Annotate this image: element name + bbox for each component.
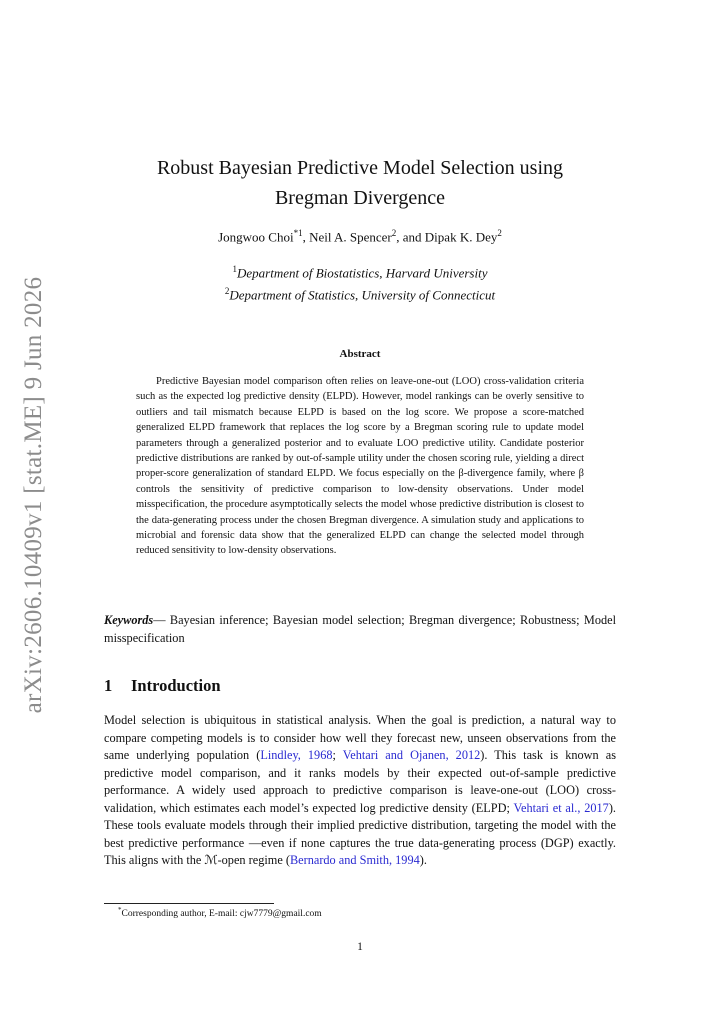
intro-text: ; [332,748,343,762]
author-separator: , [302,229,310,245]
section-heading [104,676,221,696]
affiliation-text: Department of Biostatistics, Harvard University [237,265,488,281]
affiliation-text: Department of Statistics, University of Connecticut [229,287,496,303]
keywords-block [104,612,616,647]
arxiv-stamp [14,276,54,714]
affiliation [120,282,600,304]
keywords-text: — Bayesian inference; Bayesian model selection; Bregman divergence; Robustness; Model misspecification [104,613,616,645]
author-list [120,228,600,245]
author-separator: , and [396,229,425,245]
affiliation-mark: 2 [224,286,230,297]
author-mark: 2 [497,228,502,238]
abstract-text: Predictive Bayesian model comparison often relies on leave-one-out (LOO) cross-validation criteria such as the expected log predictive density (ELPD). However, model rankings can be overly sensitive to outliers and tail mismatch because ELPD is based on the log score. We propose a score-matched generalized ELPD framework that replaces the log score by a Bregman scoring rule to update model parameters through a generalized posterior and to evaluate LOO predictive utility. Candidate posterior predictive distributions are ranked by out-of-sample utility under the chosen scoring rule, yielding a direct proper-score generalization of standard ELPD. We focus especially on the β-divergence family, where β controls the sensitivity of predictive comparison to low-density observations. Under model misspecification, the procedure asymptotically selects the model whose predictive distribution is closest to the data-generating process under the chosen Bregman divergence. A simulation study and applications to microbial and forensic data show that the generalized ELPD can change the selected model through reduced sensitivity to low-density observations. [136,376,584,557]
author-name: Dipak K. Dey [424,229,498,245]
footnote [118,906,322,919]
page-number: 1 [357,941,363,953]
author-mark: *1 [293,228,303,238]
arxiv-stamp-text: arXiv:2606.10409v1 [stat.ME] 9 Jun 2026 [20,276,47,714]
keywords-label: Keywords [104,613,154,627]
section-number: 1 [104,676,113,695]
citation-link[interactable]: Bernardo and Smith, 1994 [289,853,420,867]
paper-title [120,153,600,213]
intro-paragraph [104,712,616,870]
footnote-text: Corresponding author, E-mail: cjw7779@gmail.com [121,909,322,920]
citation-link[interactable]: Lindley, 1968 [260,748,333,762]
author-mark: 2 [391,228,397,238]
affiliation-mark: 1 [232,264,238,274]
intro-text: ). These tools evaluate models through their implied predictive distribution, targeting the model with the best predictive performance —even if none captures the true data-generating process (DGP) exactly. This aligns with the ℳ-open regime ( [104,800,616,867]
intro-text: ). This task is known as predictive model comparison, and it ranks models by their expected out-of-sample predictive performance. A widely used approach to predictive comparison is leave-one-out (LOO) cross-validation, which estimates each model’s expected log predictive density (ELPD; [104,748,616,815]
footnote-rule [104,903,274,904]
intro-text: Model selection is ubiquitous in statistical analysis. When the goal is prediction, a natural way to compare competing models is to consider how well they forecast new, unseen observations from the same underlying population ( [104,713,616,762]
footnote-mark: * [118,906,122,914]
intro-text: ). [419,853,427,867]
affiliation [120,260,600,282]
title-line-2: Bregman Divergence [274,187,446,209]
section-title: Introduction [131,676,221,695]
title-line-1: Robust Bayesian Predictive Model Selection using [156,157,564,179]
author-name: Neil A. Spencer [309,229,392,245]
abstract-heading: Abstract [339,348,381,360]
author-name: Jongwoo Choi [218,229,294,245]
affiliation-list [120,260,600,305]
citation-link[interactable]: Vehtari and Ojanen, 2012 [342,748,481,762]
citation-link[interactable]: Vehtari et al., 2017 [513,800,609,815]
